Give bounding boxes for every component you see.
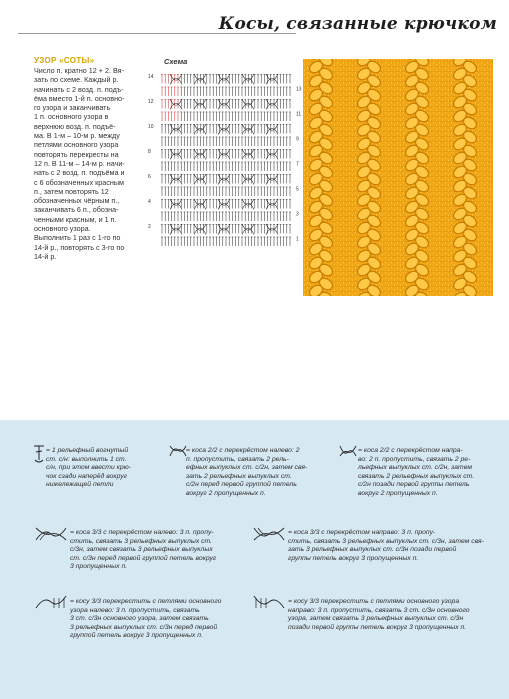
cable-2-2-left-symbol [168,444,188,458]
cable-cross [242,149,254,155]
instruction-line: начинать с 2 возд. п. подъ- [34,84,124,94]
legend-panel [0,420,509,699]
instruction-line: петлями основного узора [34,140,119,150]
cable-cross [194,78,206,84]
row-numbers-right [296,87,302,243]
cable-cross [194,149,206,155]
instruction-line: заканчивать 6 п., обозна- [34,205,119,215]
page-title: Косы, связанные крючком [218,14,497,34]
chart-stitches [161,74,291,246]
page-header [0,0,509,48]
cable-cross [242,228,254,234]
cable-cross [194,74,206,80]
row-number-left: 4 [148,199,151,205]
cable-cross [194,124,206,130]
cable-cross [194,103,206,109]
instruction-line: Число п. кратно 12 + 2. Вя- [34,66,124,75]
scheme-label: Схема [164,57,188,66]
instruction-line: ёма вместо 1-й п. основно- [34,93,125,103]
pattern-instructions [34,66,152,261]
row-number-right: 13 [296,86,302,93]
cable-cross [194,153,206,159]
instruction-line: зать по схеме. Каждый р. [34,75,119,85]
row-number-left: 8 [148,149,151,155]
cable-3-3-left-symbol [34,526,68,542]
cable-cross [194,178,206,184]
row-number-left: 2 [148,224,151,230]
cable-cross [242,203,254,209]
legend-item-cable-2-2-left: = коса 2/2 с перекрёстом налево: 2 п. пропустить, связать 2 рель- ефных выпуклых ст. с/2н, затем свя- зать 2 рельефных выпуклых ст. с/2н перед первой группой петель вокруг 2 пропущенных п. [186,447,308,497]
cable-cross [242,174,254,180]
cable-3-3-right-symbol [252,526,286,542]
crochet-chart [146,66,306,248]
instruction-line: 1 п. основного узора в [34,112,109,122]
row-number-left: 12 [148,99,154,105]
cable-cross [242,224,254,230]
legend-item-cable-2-2-right: = коса 2/2 с перекрёстом напра- во: 2 п. пропустить, связать 2 ре- льефных выпуклых ст. с/2н, затем связать 2 рельефных выпуклых ст. с/2н позади первой группы петель вокруг 2 пропущенных п. [358,447,475,497]
cable-cross [242,74,254,80]
cable-cross [242,103,254,109]
row-number-left: 6 [148,174,151,180]
instruction-line: с 6 обозначенных красным [34,177,124,187]
cable-cross [242,153,254,159]
instruction-line: основного узора. [34,224,91,234]
instruction-line: верхнюю возд. п. подъё- [34,121,116,131]
instruction-line: го узора и заканчивать [34,103,111,113]
cable-cross [242,124,254,130]
row-number-left: 10 [148,124,154,130]
legend-item-cable-3-3-base-right: = косу 3/3 перекрестить с петлями основного узора направо: 3 п. пропустить, связать 3 ст. с/3н основного узора, затем связать 3 рельефных выпуклых ст. с/3н позади первой группы петель вокруг 3 пропущенных п. [288,598,470,631]
legend-item-relief: = 1 рельефный вогнутый ст. с/н: выполнить 1 ст. с/н, при этом ввести крю- чок сзади наперёд вокруг нижележащей петли [46,447,131,489]
cable-cross [194,203,206,209]
instruction-line: ченными красным, и 1 п. [34,214,117,224]
instruction-line: ма. В 1-м – 10-м р. между [34,131,120,141]
sample-photo [303,59,493,296]
cable-cross [242,178,254,184]
instruction-line: повторять перекресты на [34,149,119,159]
cable-cross [194,224,206,230]
pattern-title: УЗОР «СОТЫ» [34,56,95,65]
cable-cross [242,199,254,205]
instruction-line: п., затем повторять 12 [34,186,109,196]
cable-2-2-right-symbol [338,444,358,458]
row-number-right: 1 [296,236,299,243]
legend-item-cable-3-3-base-left: = косу 3/3 перекрестить с петлями основного узора налево: 3 п. пропустить, связать 3 ст. с/3н основного узора, затем связать 3 рельефных выпуклых ст. с/3н перед первой группой петель вокруг 3 пропущенных п. [70,598,222,640]
instruction-line: 14-й р., повторять с 3-го по [34,242,125,252]
cable-cross [194,199,206,205]
instruction-line: нать с 2 возд. п. подъёма и [34,168,125,178]
row-number-right: 7 [296,161,299,168]
cable-cross [242,99,254,105]
instruction-line: 12 п. В 11-м – 14-м р. начи- [34,158,125,168]
instruction-line: обозначенных чёрным п., [34,196,120,206]
cable-cross [194,174,206,180]
cable-cross [194,228,206,234]
cable-cross [194,99,206,105]
row-number-left: 14 [148,74,154,80]
instruction-line: 14-й р. [34,251,57,261]
cable-3-3-base-right-symbol [252,594,286,610]
row-number-right: 11 [296,111,302,118]
legend-item-cable-3-3-right: = коса 3/3 с перекрёстом направо: 3 п. пропу- стить, связать 3 рельефных выпуклых ст. с/3н, затем свя- зать 3 рельефных выпуклых ст. с/3н позади первой группы петель вокруг 3 пропущенных п. [288,529,484,562]
row-number-right: 9 [296,136,299,143]
cable-3-3-base-left-symbol [34,594,68,610]
row-numbers-left [148,74,154,230]
legend-item-cable-3-3-left: = коса 3/3 с перекрёстом налево: 3 п. пропу- стить, связать 3 рельефных выпуклых ст. с/3н, затем связать 3 рельефных выпуклых ст. с/3н перед первой группой петель вокруг 3 пропущенных п. [70,529,217,571]
row-number-right: 3 [296,211,299,218]
cable-cross [242,128,254,134]
row-number-right: 5 [296,186,299,193]
instruction-line: Выполнить 1 раз с 1-го по [34,233,121,243]
cable-cross [242,78,254,84]
cable-cross [194,128,206,134]
